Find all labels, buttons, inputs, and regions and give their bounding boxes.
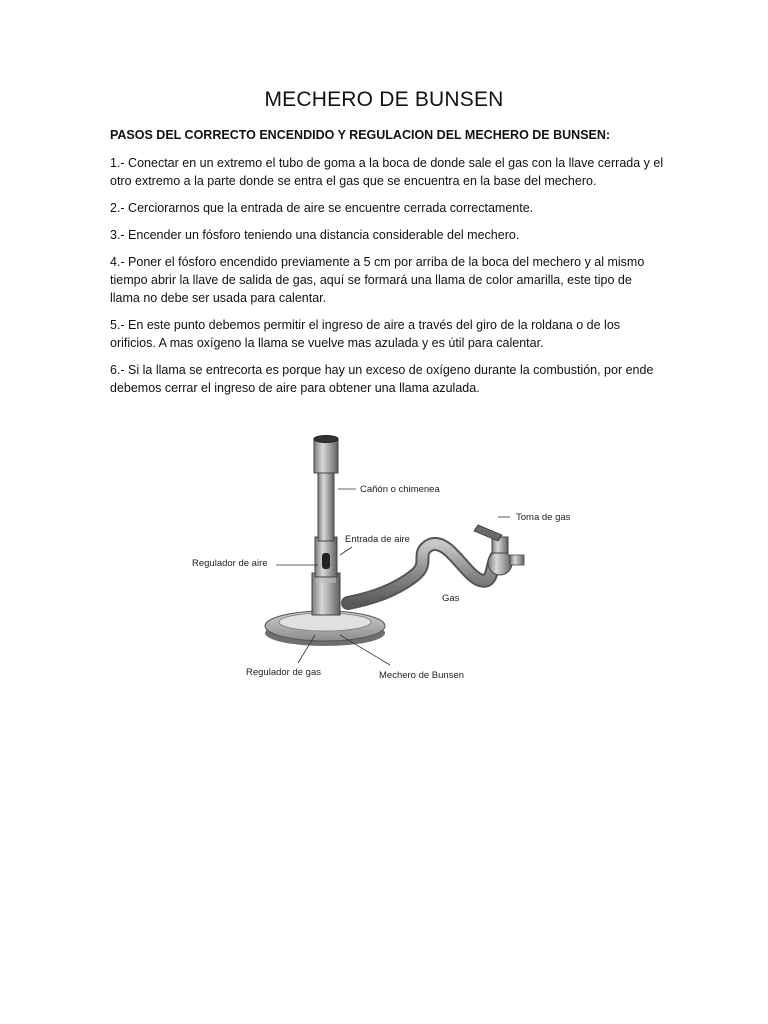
step-4: 4.- Poner el fósforo encendido previamente a 5 cm por arriba de la boca del mechero y al mismo tiempo abrir la llave de salida de gas, aquí se formará una llama de color amarilla, este tipo de llama no debe ser usada para calentar. [110, 255, 645, 305]
air-regulator [312, 573, 340, 615]
burner-base [265, 611, 385, 646]
label-entrada-de-aire: Entrada de aire [345, 534, 410, 545]
label-regulador-de-aire: Regulador de aire [192, 558, 268, 569]
steps-list [110, 154, 665, 406]
page-title: MECHERO DE BUNSEN [264, 88, 504, 111]
step-6: 6.- Si la llama se entrecorta es porque hay un exceso de oxígeno durante la combustión, por ende debemos cerrar el ingreso de aire para obtener una llama azulada. [110, 363, 654, 395]
bunsen-burner-diagram [180, 425, 600, 690]
step-1: 1.- Conectar en un extremo el tubo de goma a la boca de donde sale el gas con la llave cerrada y el otro extremo a la parte donde se entra el gas que se encuentra en la base del mechero. [110, 156, 664, 188]
gas-tap [474, 525, 524, 575]
label-toma-de-gas: Toma de gas [516, 512, 571, 523]
step-3: 3.- Encender un fósforo teniendo una distancia considerable del mechero. [110, 228, 520, 242]
label-gas: Gas [442, 593, 460, 604]
label-canon: Cañón o chimenea [360, 484, 440, 495]
label-regulador-de-gas: Regulador de gas [246, 667, 321, 678]
bunsen-burner-figure [180, 425, 600, 690]
step-2: 2.- Cerciorarnos que la entrada de aire se encuentre cerrada correctamente. [110, 201, 534, 215]
section-heading: PASOS DEL CORRECTO ENCENDIDO Y REGULACION DEL MECHERO DE BUNSEN: [110, 128, 611, 142]
air-hole [322, 553, 330, 569]
burner-barrel [314, 436, 338, 542]
label-mechero-de-bunsen: Mechero de Bunsen [379, 670, 465, 681]
step-5: 5.- En este punto debemos permitir el ingreso de aire a través del giro de la roldana o de los orificios. A mas oxígeno la llama se vuelve mas azulada y es útil para calentar. [110, 318, 621, 350]
